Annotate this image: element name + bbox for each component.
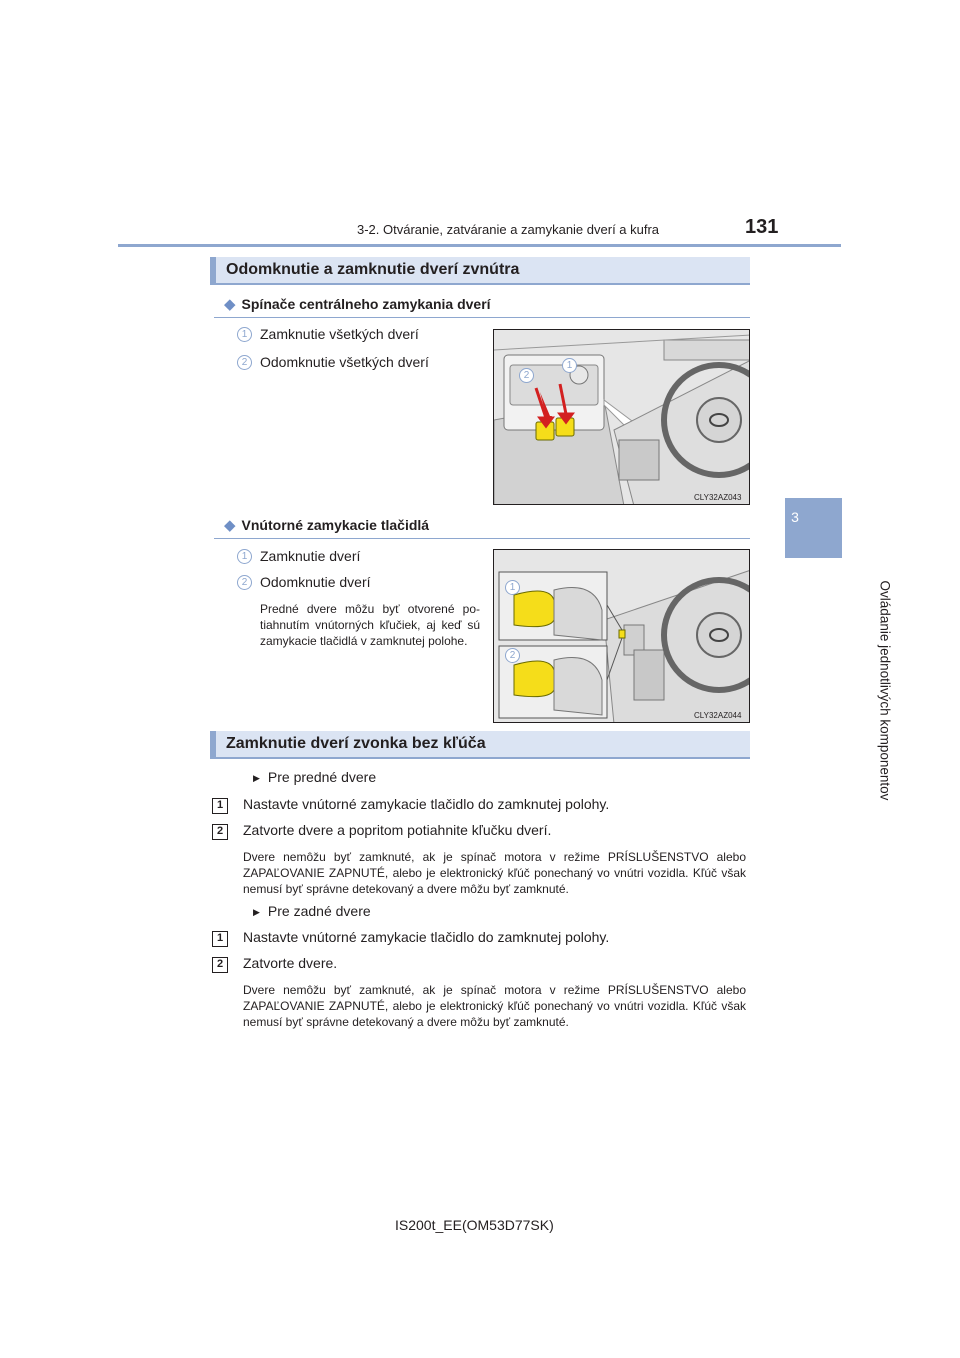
- label-text: Pre predné dvere: [267, 769, 377, 785]
- chapter-tab: [785, 498, 842, 558]
- item-number-circle: 1: [237, 327, 252, 342]
- step-text: Zatvorte dvere a popritom potiahnite kľučku dverí.: [243, 822, 552, 838]
- triangle-bullet-icon: ▶: [253, 773, 260, 783]
- item-text: Zamknutie dverí: [260, 548, 361, 564]
- running-header-title: 3-2. Otváranie, zatváranie a zamykanie dverí a kufra: [357, 222, 660, 237]
- door-switch-illustration: [494, 330, 750, 505]
- label-text: Pre zadné dvere: [267, 903, 371, 919]
- step-text: Zatvorte dvere.: [243, 955, 338, 971]
- document-code: IS200t_EE(OM53D77SK): [395, 1217, 554, 1233]
- note-text: Dvere nemôžu byť zamknuté, ak je spínač motora v režime PRÍSLUŠENSTVO alebo ZAPAĽOVANIE ZAPNUTÉ, alebo je elektronický kľúč ponechaný vo vnútri vozidla. Kľúč však nemusí byť správne detekovaný a dvere môžu byť zamknuté.: [243, 850, 746, 896]
- figure-door-lock-switch: [493, 329, 750, 505]
- subheading-text: Vnútorné zamykacie tlačidlá: [241, 517, 430, 533]
- section-heading-text: Zamknutie dverí zvonka bez kľúča: [226, 735, 486, 752]
- front-doors-label: [253, 769, 376, 785]
- step-number: 1: [212, 798, 228, 814]
- item-text: Odomknutie dverí: [260, 574, 371, 590]
- diamond-icon: ◆: [224, 517, 236, 534]
- note-text: Dvere nemôžu byť zamknuté, ak je spínač motora v režime PRÍSLUŠENSTVO alebo ZAPAĽOVANIE ZAPNUTÉ, alebo je elektronický kľúč ponechaný vo vnútri vozidla. Kľúč však nemusí byť správne detekovaný a dvere môžu byť zamknuté.: [243, 983, 746, 1029]
- subheading-central-lock-switches: [224, 295, 491, 313]
- page-number: 131: [745, 216, 779, 238]
- step-text: Nastavte vnútorné zamykacie tlačidlo do zamknutej polohy.: [243, 796, 610, 812]
- section-heading-text: Odomknutie a zamknutie dverí zvnútra: [226, 261, 520, 278]
- subheading-text: Spínače centrálneho zamykania dverí: [241, 296, 491, 312]
- step-text: Nastavte vnútorné zamykacie tlačidlo do zamknutej polohy.: [243, 929, 610, 945]
- figure-inside-lock-buttons: [493, 549, 750, 723]
- chapter-number: 3: [791, 509, 799, 525]
- subheading-rule: [214, 317, 750, 318]
- diamond-icon: ◆: [224, 296, 236, 313]
- subheading-rule: [214, 538, 750, 539]
- step-number: 2: [212, 824, 228, 840]
- item-number-circle: 2: [237, 355, 252, 370]
- figure-callout: 2: [519, 368, 534, 383]
- triangle-bullet-icon: ▶: [253, 907, 260, 917]
- header-rule: [118, 244, 841, 247]
- note-text: Predné dvere môžu byť otvorené po- tiahnutím vnútorných kľučiek, aj keď sú zamykacie tlačidlá v zamknutej polohe.: [260, 602, 480, 648]
- item-number-circle: 2: [237, 575, 252, 590]
- step-number: 1: [212, 931, 228, 947]
- step-number: 2: [212, 957, 228, 973]
- item-text: Odomknutie všetkých dverí: [260, 354, 429, 370]
- item-number-circle: 1: [237, 549, 252, 564]
- figure-callout: 1: [505, 580, 520, 595]
- figure-code: CLY32AZ043: [694, 493, 742, 502]
- subheading-inside-lock-buttons: [224, 516, 429, 534]
- figure-callout: 2: [505, 648, 520, 663]
- section-heading-keyless: [210, 731, 750, 759]
- figure-callout: 1: [562, 358, 577, 373]
- figure-code: CLY32AZ044: [694, 711, 742, 720]
- lock-button-illustration: [494, 550, 750, 723]
- section-heading-inside: [210, 257, 750, 285]
- chapter-title: Ovládanie jednotlivých komponentov: [877, 580, 893, 801]
- rear-doors-label: [253, 903, 371, 919]
- item-text: Zamknutie všetkých dverí: [260, 326, 419, 342]
